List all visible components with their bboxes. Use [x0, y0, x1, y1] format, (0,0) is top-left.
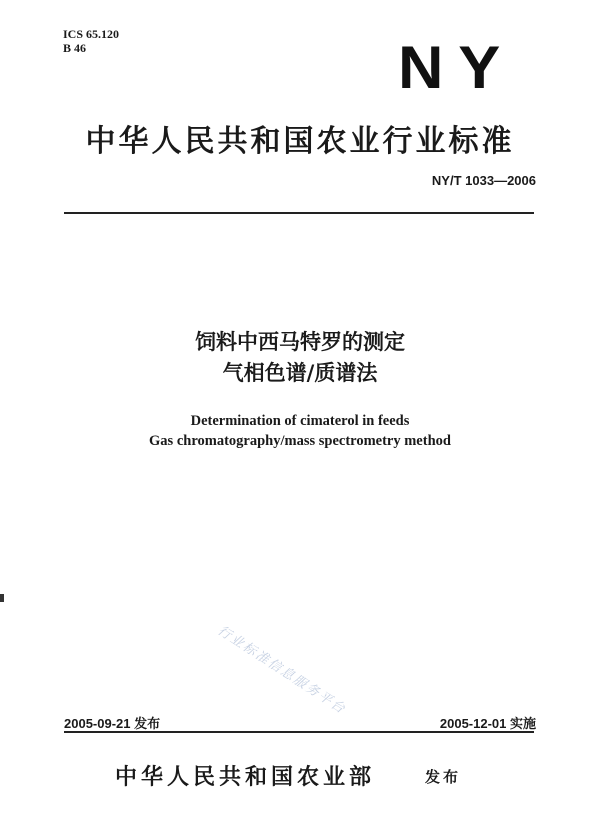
document-title-cn-line2: 气相色谱/质谱法	[222, 361, 378, 385]
standard-number: NY/T 1033—2006	[431, 173, 536, 188]
publisher-suffix: 发布	[425, 768, 462, 786]
standard-title: 中华人民共和国农业行业标准	[85, 124, 515, 159]
top-divider	[64, 212, 534, 214]
issue-date: 2005-09-21 发布	[64, 716, 161, 731]
scan-edge-mark	[0, 594, 4, 602]
watermark: 行业标准信息服务平台	[214, 623, 349, 718]
document-title-en-line1: Determination of cimaterol in feeds	[190, 413, 410, 429]
classification-line: B 46	[63, 41, 87, 55]
document-title-en-line2: Gas chromatography/mass spectrometry method	[149, 433, 451, 449]
publisher-name: 中华人民共和国农业部	[115, 765, 376, 790]
ny-logo: NY	[398, 34, 515, 101]
document-title-cn-line1: 饲料中西马特罗的测定	[195, 330, 405, 354]
implementation-date: 2005-12-01 实施	[439, 716, 536, 731]
ics-code	[63, 27, 119, 55]
bottom-divider	[64, 731, 534, 733]
ics-line: ICS 65.120	[63, 27, 120, 41]
